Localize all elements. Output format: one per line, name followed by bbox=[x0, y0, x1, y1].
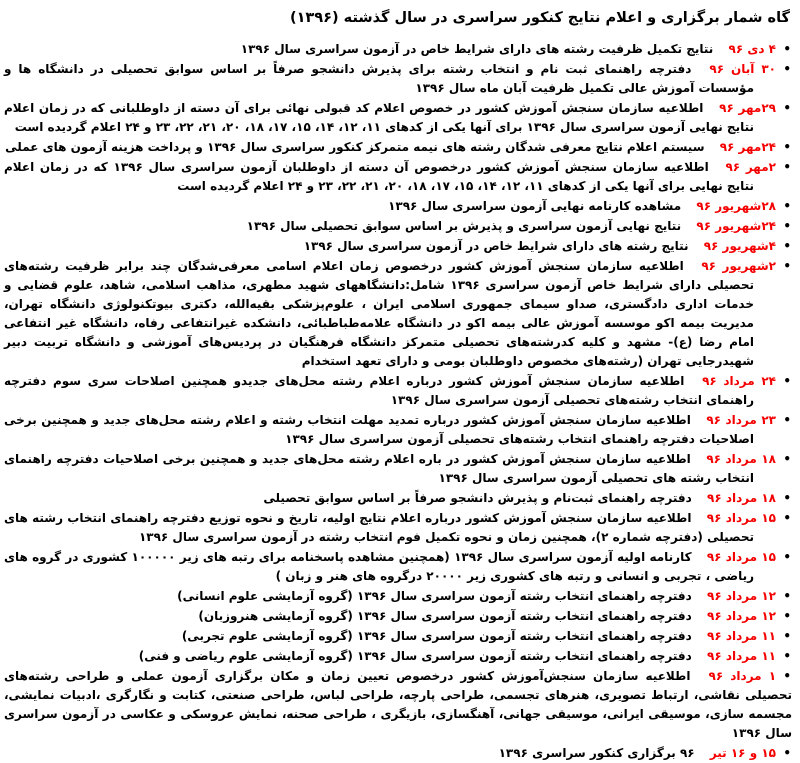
item-content bbox=[4, 158, 776, 196]
item-content bbox=[4, 40, 776, 59]
item-content bbox=[4, 237, 776, 256]
item-date: ۲شهریور ۹۶ bbox=[701, 259, 776, 273]
item-date: ۲۴ مرداد ۹۶ bbox=[702, 374, 776, 388]
timeline-item bbox=[4, 587, 792, 606]
timeline-item bbox=[4, 744, 792, 763]
item-date: ۱۱ مرداد ۹۶ bbox=[707, 629, 776, 643]
item-text: سیستم اعلام نتایج معرفی شدگان رشته های نیمه متمرکز کنکور سراسری سال ۱۳۹۶ و پرداخت هزینه آزمون های عملی bbox=[5, 140, 705, 154]
item-content bbox=[4, 509, 776, 547]
item-content bbox=[4, 587, 776, 606]
item-text: مشاهده کارنامه نهایی آزمون سراسری سال ۱۳۹۶ bbox=[388, 199, 682, 213]
timeline-item bbox=[4, 509, 792, 547]
item-text: اطلاعیه سازمان سنجش آموزش کشور در باره اعلام رشته محل‌های جدید و همچنین برخی اصلاحیات دفترچه راهنمای انتخاب رشته های تحصیلی آزمون سراسری سال ۱۳۹۶ bbox=[4, 452, 754, 485]
bullet-icon: • bbox=[783, 746, 791, 760]
item-content bbox=[4, 744, 776, 763]
item-text: دفترچه راهنمای انتخاب رشته آزمون سراسری سال ۱۳۹۶ (گروه آزمایشی علوم انسانی) bbox=[177, 589, 692, 603]
bullet-icon: • bbox=[783, 42, 791, 56]
item-text: دفترچه راهنمای انتخاب رشته آزمون سراسری سال ۱۳۹۶ (گروه آزمایشی علوم ریاضی و فنی) bbox=[138, 649, 692, 663]
item-date: ۱۸ مرداد ۹۶ bbox=[707, 491, 776, 505]
item-date: ۱۲ مرداد ۹۶ bbox=[707, 589, 776, 603]
item-content bbox=[4, 667, 792, 743]
timeline-item bbox=[4, 489, 792, 508]
item-content bbox=[4, 627, 776, 646]
item-text: دفترچه راهنمای انتخاب رشته آزمون سراسری سال ۱۳۹۶ (گروه آزمایشی علوم تجربی) bbox=[181, 629, 692, 643]
bullet-icon: • bbox=[783, 550, 791, 564]
bullet-icon: • bbox=[783, 101, 791, 115]
bullet-icon: • bbox=[783, 609, 791, 623]
item-text: دفترچه راهنمای انتخاب رشته آزمون سراسری سال ۱۳۹۶ (گروه آزمایشی هنروزبان) bbox=[198, 609, 692, 623]
item-content bbox=[4, 411, 776, 449]
timeline-item bbox=[4, 99, 792, 137]
item-date: ۱۵ مرداد ۹۶ bbox=[706, 511, 776, 525]
bullet-icon: • bbox=[783, 669, 791, 683]
bullet-icon: • bbox=[783, 239, 791, 253]
item-text: اطلاعیه سازمان سنجش آموزش کشور درباره اعلام رشته محل‌های جدیدو همچنین اصلاحات سری سوم دفترچه راهنمای انتخاب رشته‌های تحصیلی آزمون سراسری سال ۱۳۹۶ bbox=[4, 374, 754, 407]
bullet-icon: • bbox=[783, 589, 791, 603]
item-text: اطلاعیه سازمان سنجش‌آموزش کشور درخصوص تعیین زمان و مکان برگزاری آزمون عملی و طراحی رشته‌های تحصیلی نقاشی، ارتباط تصویری، هنرهای تجسمی، طراحی پارچه، طراحی لباس، طراحی صنعتی، کتابت و نگارگری ،ادبیات نمایشی، مجسمه سازی، موسیقی ایرانی، موسیقی جهانی، آهنگسازی، بازیگری ، طراحی صحنه، نمایش عروسکی و عکاسی در آزمون سراسری سال ۱۳۹۶ bbox=[4, 669, 792, 740]
timeline-list bbox=[4, 40, 792, 763]
timeline-item bbox=[4, 607, 792, 626]
timeline-item bbox=[4, 217, 792, 236]
item-date: ۲۴مهر ۹۶ bbox=[719, 140, 776, 154]
timeline-item bbox=[4, 627, 792, 646]
timeline-item bbox=[4, 647, 792, 666]
page-title: گاه شمار برگزاری و اعلام نتایج کنکور سراسری در سال گذشته (۱۳۹۶) bbox=[289, 10, 790, 26]
item-content bbox=[4, 450, 776, 488]
item-content bbox=[4, 60, 776, 98]
bullet-icon: • bbox=[783, 374, 791, 388]
item-date: ۲۸شهریور ۹۶ bbox=[696, 199, 776, 213]
bullet-icon: • bbox=[783, 199, 791, 213]
item-text: دفترچه راهنمای ثبت‌نام و پذیرش دانشجو صرفاً بر اساس سوابق تحصیلی bbox=[263, 491, 692, 505]
bullet-icon: • bbox=[783, 259, 791, 273]
item-text: اطلاعیه سازمان سنجش آموزش کشور درخصوص آن دسته از داوطلبان آزمون سراسری سال ۱۳۹۶ که در زمان اعلام نتایج نهایی برای آنها یکی از کدهای ۱۱، ۱۲، ۱۴، ۱۵، ۱۷، ۱۸، ۲۰، ۲۱، ۲۲، ۲۳ و ۲۴ اعلام گردیده است bbox=[4, 160, 754, 193]
timeline-item bbox=[4, 237, 792, 256]
item-content bbox=[4, 647, 776, 666]
item-content bbox=[4, 489, 776, 508]
timeline-item bbox=[4, 372, 792, 410]
item-date: ۴ دی ۹۶ bbox=[728, 42, 776, 56]
item-date: ۱۲ مرداد ۹۶ bbox=[707, 609, 776, 623]
bullet-icon: • bbox=[783, 511, 791, 525]
bullet-icon: • bbox=[783, 491, 791, 505]
item-text: دفترچه راهنمای ثبت نام و انتخاب رشته برای پذیرش دانشجو صرفاً بر اساس سوابق تحصیلی در دانشگاه ها و مؤسسات آموزش عالی تکمیل ظرفیت آبان ماه سال ۱۳۹۶ bbox=[4, 62, 754, 95]
item-date: ۱۸ مرداد ۹۶ bbox=[706, 452, 776, 466]
item-date: ۱۵ مرداد ۹۶ bbox=[706, 550, 776, 564]
timeline-item bbox=[4, 138, 792, 157]
item-text: کارنامه اولیه آزمون سراسری سال ۱۳۹۶ (همچنین مشاهده پاسخنامه برای رتبه های زیر ۱۰۰۰۰۰ کشوری در گروه های ریاضی ، تجربی و انسانی و رتبه های کشوری زیر ۲۰۰۰۰ درگروه های هنر و زبان ) bbox=[4, 550, 754, 583]
item-date: ۲۴شهریور ۹۶ bbox=[696, 219, 776, 233]
item-text: اطلاعیه سازمان سنجش آموزش کشور درباره تمدید مهلت انتخاب رشته و اعلام رشته محل‌های جدید و همچنین برخی اصلاحیات دفترچه راهنمای انتخاب رشته‌های تحصیلی آزمون سراسری سال ۱۳۹۶ bbox=[4, 413, 754, 446]
item-date: ۲مهر ۹۶ bbox=[725, 160, 776, 174]
item-content bbox=[4, 99, 776, 137]
timeline-item bbox=[4, 40, 792, 59]
item-date: ۱ مرداد ۹۶ bbox=[708, 669, 777, 683]
item-date: ۱۵ و ۱۶ تیر bbox=[709, 746, 776, 760]
item-content bbox=[4, 372, 776, 410]
item-content bbox=[4, 257, 776, 371]
timeline-item bbox=[4, 197, 792, 216]
item-content bbox=[4, 138, 776, 157]
item-date: ۴شهریور ۹۶ bbox=[703, 239, 776, 253]
item-date: ۳۰ آبان ۹۶ bbox=[709, 62, 776, 76]
item-text: نتایج تکمیل ظرفیت رشته های دارای شرایط خاص در آزمون سراسری سال ۱۳۹۶ bbox=[240, 42, 714, 56]
item-text: اطلاعیه سازمان سنجش آموزش کشور در خصوص اعلام کد قبولی نهائی برای آن دسته از داوطلبانی که در زمان اعلام نتایج نهایی آزمون سراسری سال ۱۳۹۶ برای آنها یکی از کدهای ۱۱، ۱۲، ۱۴، ۱۵، ۱۷، ۱۸، ۲۰، ۲۱، ۲۲، ۲۳ و ۲۴ اعلام گردیده است bbox=[4, 101, 754, 134]
timeline-item bbox=[4, 450, 792, 488]
item-text: اطلاعیه سازمان سنجش آموزش کشور درخصوص زمان اعلام اسامی معرفی‌شدگان چند برابر ظرفیت رشته‌های تحصیلی دارای شرایط خاص آزمون سراسری ۱۳۹۶ شامل:دانشگاههای شهید مطهری، مذاهب اسلامی، شاهد، علوم قضایی و خدمات اداری دادگستری، صداو سیمای جمهوری اسلامی ایران ، علوم‌پزشکی بقیه‌الله، دکتری بیوتکنولوژی دانشگاه تهران، مدیریت بیمه اکو موسسه آموزش عالی بیمه اکو در دانشگاه علامه‌طباطبائی، دانشکده غیرانتفاعی رفاه، دانشگاه غیر انتفاعی امام رضا (ع)- مشهد و کلیه کدرشته‌های تحصیلی متمرکز دانشگاه فرهنگیان در پردیس‌های آموزشی و دانشگاه تربیت دبیر شهیدرجایی تهران (رشته‌های مخصوص داوطلبان بومی و دارای تعهد استخدام bbox=[4, 259, 755, 368]
item-date: ۲۳ مرداد ۹۶ bbox=[706, 413, 776, 427]
timeline-item bbox=[4, 158, 792, 196]
item-date: ۱۱ مرداد ۹۶ bbox=[707, 649, 776, 663]
item-text: نتایج رشته های دارای شرایط خاص در آزمون سراسری سال ۱۳۹۶ bbox=[303, 239, 689, 253]
bullet-icon: • bbox=[783, 62, 791, 76]
item-text: نتایج نهایی آزمون سراسری و پذیرش بر اساس سوابق تحصیلی سال ۱۳۹۶ bbox=[246, 219, 682, 233]
bullet-icon: • bbox=[783, 452, 791, 466]
bullet-icon: • bbox=[783, 413, 791, 427]
item-content bbox=[4, 197, 776, 216]
timeline-item bbox=[4, 257, 792, 371]
item-content bbox=[4, 607, 776, 626]
bullet-icon: • bbox=[783, 140, 791, 154]
bullet-icon: • bbox=[783, 219, 791, 233]
item-content bbox=[4, 217, 776, 236]
bullet-icon: • bbox=[783, 160, 791, 174]
item-text: ۹۶ برگزاری کنکور سراسری ۱۳۹۶ bbox=[498, 746, 695, 760]
timeline-item bbox=[4, 60, 792, 98]
item-date: ۲۹مهر ۹۶ bbox=[719, 101, 776, 115]
item-content bbox=[4, 548, 776, 586]
timeline-item bbox=[4, 548, 792, 586]
timeline-item bbox=[4, 667, 792, 743]
item-text: اطلاعیه سازمان سنجش آموزش کشور درباره اعلام نتایج اولیه، تاریخ و نحوه توزیع دفترچه راهنمای انتخاب رشته های تحصیلی (دفترچه شماره ۲)، همچنین زمان و نحوه تکمیل فوم انتخاب رشته در آزمون سراسری سال ۱۳۹۶ bbox=[4, 511, 754, 544]
bullet-icon: • bbox=[783, 649, 791, 663]
timeline-item bbox=[4, 411, 792, 449]
bullet-icon: • bbox=[783, 629, 791, 643]
